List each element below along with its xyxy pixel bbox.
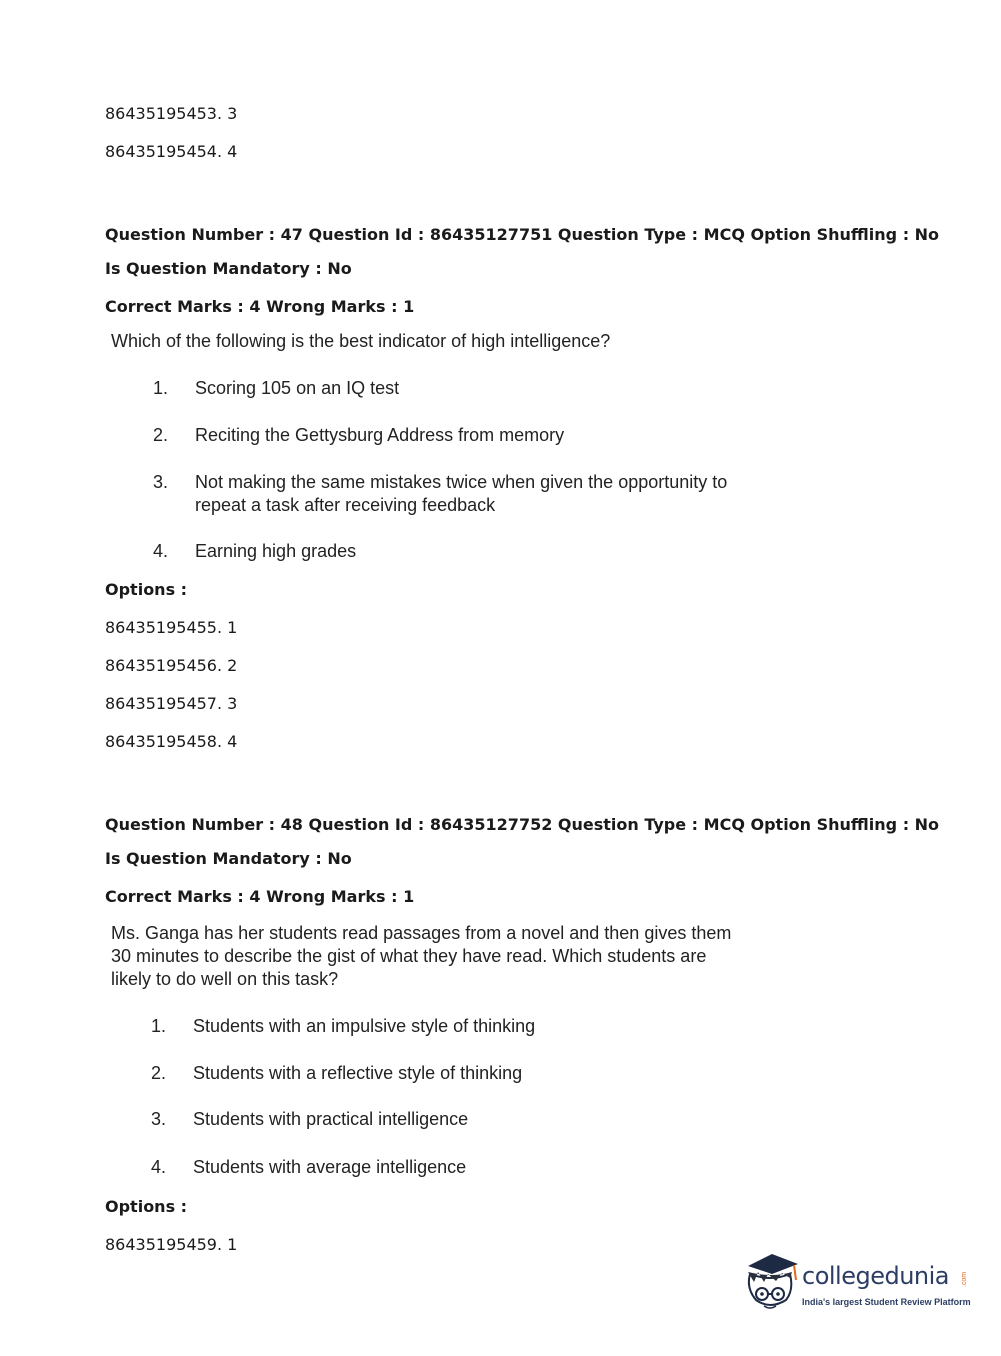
- choice-number: 2.: [151, 1063, 167, 1083]
- choice-text: Students with practical intelligence: [193, 1109, 469, 1129]
- q48-question-line: 30 minutes to describe the gist of what they have read. Which students are: [111, 946, 707, 966]
- choice-number: 2.: [153, 425, 169, 445]
- option-row: 86435195455. 1: [105, 618, 238, 637]
- choice-text-line1: Not making the same mistakes twice when given the opportunity to: [195, 472, 728, 492]
- q47-header: Question Number : 47 Question Id : 86435127751 Question Type : MCQ Option Shuffling : No: [105, 225, 940, 244]
- logo-name: collegedunia: [802, 1262, 950, 1290]
- q48-header: Question Number : 48 Question Id : 86435127752 Question Type : MCQ Option Shuffling : No: [105, 815, 940, 834]
- mascot-icon: [742, 1248, 800, 1318]
- choice-text: Students with average intelligence: [193, 1157, 467, 1177]
- option-row: 86435195459. 1: [105, 1235, 238, 1254]
- q48-marks: Correct Marks : 4 Wrong Marks : 1: [105, 887, 415, 906]
- option-row: 86435195458. 4: [105, 732, 238, 751]
- choice-text: Reciting the Gettysburg Address from memory: [195, 425, 565, 445]
- collegedunia-logo: [742, 1248, 972, 1318]
- q47-mandatory: Is Question Mandatory : No: [105, 259, 352, 278]
- q47-marks: Correct Marks : 4 Wrong Marks : 1: [105, 297, 415, 316]
- choice-number: 1.: [151, 1016, 167, 1036]
- q48-options-label: Options :: [105, 1197, 188, 1216]
- q47-options-label: Options :: [105, 580, 188, 599]
- logo-suffix: .com: [961, 1271, 969, 1288]
- q48-mandatory: Is Question Mandatory : No: [105, 849, 352, 868]
- option-row: 86435195457. 3: [105, 694, 238, 713]
- option-row: 86435195453. 3: [105, 104, 238, 123]
- choice-text: Students with an impulsive style of thinking: [193, 1016, 536, 1036]
- logo-tagline: India's largest Student Review Platform: [802, 1297, 971, 1307]
- q48-question-line: Ms. Ganga has her students read passages from a novel and then gives them: [111, 923, 732, 943]
- choice-number: 4.: [151, 1157, 167, 1177]
- choice-number: 3.: [151, 1109, 167, 1129]
- q48-question-line: likely to do well on this task?: [111, 969, 339, 989]
- choice-number: 1.: [153, 378, 169, 398]
- option-row: 86435195454. 4: [105, 142, 238, 161]
- choice-number: 3.: [153, 472, 169, 492]
- choice-text: Students with a reflective style of thinking: [193, 1063, 523, 1083]
- choice-number: 4.: [153, 541, 169, 561]
- choice-text-line2: repeat a task after receiving feedback: [195, 495, 496, 515]
- option-row: 86435195456. 2: [105, 656, 238, 675]
- choice-text: Scoring 105 on an IQ test: [195, 378, 400, 398]
- choice-text: Earning high grades: [195, 541, 357, 561]
- q47-question-text: Which of the following is the best indicator of high intelligence?: [111, 331, 611, 351]
